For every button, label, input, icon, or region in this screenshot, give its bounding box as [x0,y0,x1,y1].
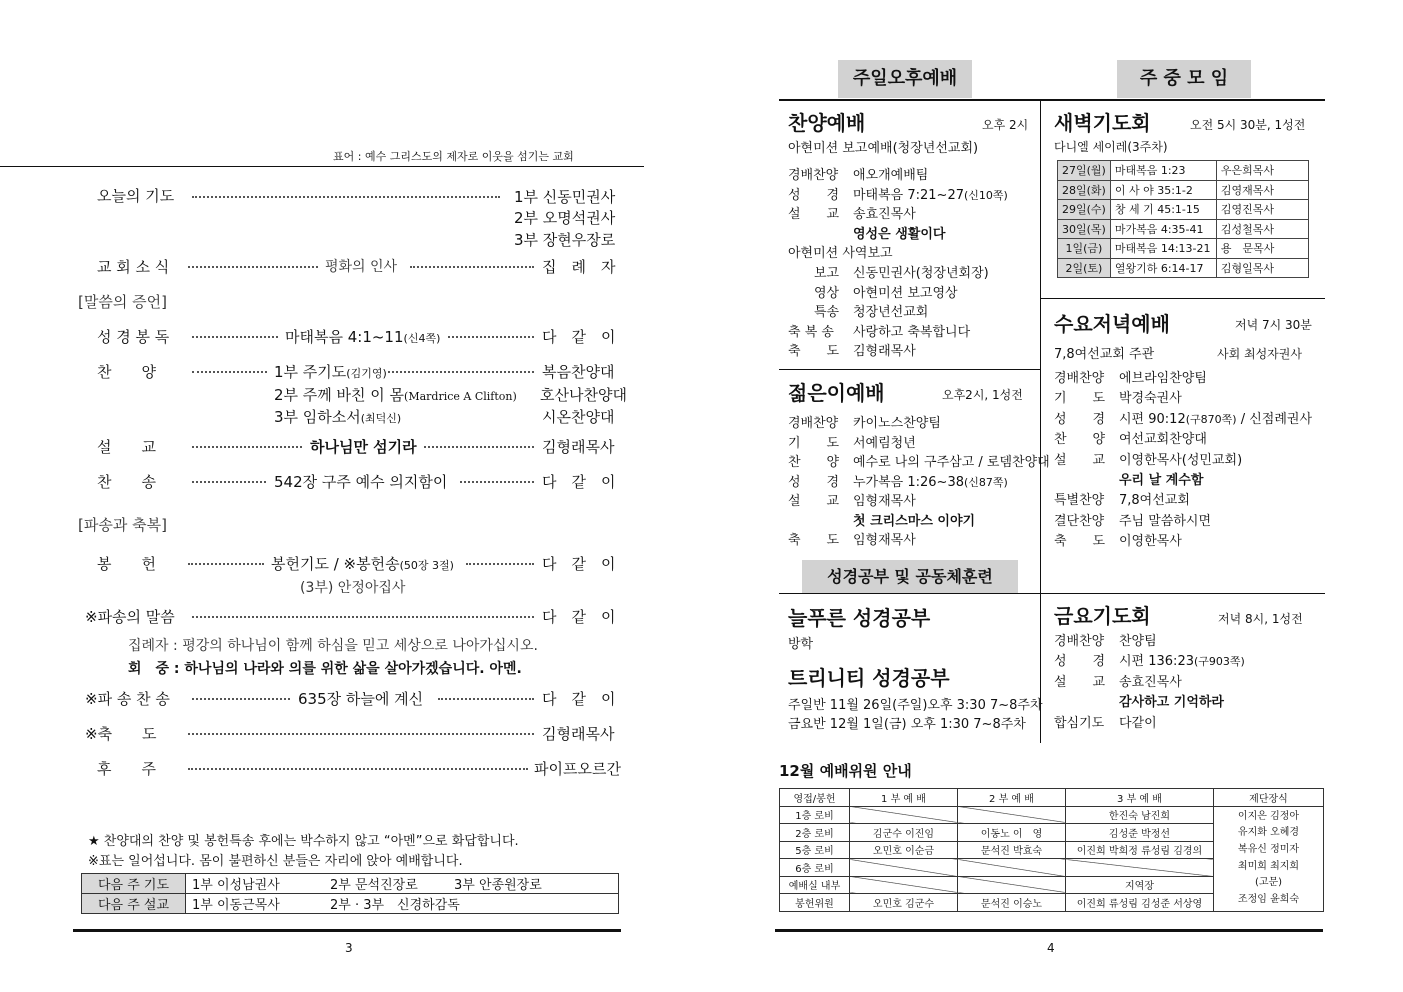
program-value-text: 다같이 [1119,715,1157,731]
altar-name: 복유신 정미자 [1237,843,1300,855]
committee-empty-cell [850,876,958,894]
neulpureun-sub: 방학 [788,637,814,652]
trinity-line-1: 주일반 11월 26일(주일)오후 3:30 7~8주차 [788,698,1043,713]
committee-cell: 김군수 이진임 [850,824,958,842]
table-row [1058,161,1309,181]
col-header: 제단장식 [1214,789,1324,807]
fri-time: 저녁 8시, 1성전 [1218,612,1303,626]
program-value [1119,630,1157,649]
dawn-passage: 열왕기하 6:14-17 [1110,258,1216,278]
dawn-passage: 이 사 야 35:1-2 [1110,180,1216,200]
column-divider [1040,100,1041,743]
program-value-page: (구870쪽) [1185,412,1237,426]
dawn-minister: 우은희목사 [1216,161,1308,181]
program-value-page: (구903쪽) [1193,655,1245,669]
program-value-text: 에브라임찬양팀 [1119,371,1207,386]
program-value [853,340,916,359]
program-label: 설 교 [788,494,840,509]
program-label: 특송 [814,305,840,321]
program-label: 설 교 [788,207,840,223]
sending-word-label: ※파송의 말씀 [85,608,175,626]
committee-cell: 김성준 박정선 [1066,824,1214,842]
program-label: 축 도 [1054,534,1106,550]
altar-name: 최미희 최지희 [1237,860,1300,872]
leader-dots [188,563,264,565]
program-value-text: 청장년선교회 [853,305,929,321]
col-header: 영접/봉헌 [780,789,850,807]
reading-right: 다 같 이 [542,328,616,346]
next-prayer-3: 3부 안종원장로 [454,878,542,893]
trinity-line-2: 금요반 12월 1일(금) 오후 1:30 7~8주차 [788,717,1026,732]
leader-dots [466,563,534,565]
committee-empty-cell [850,806,958,824]
program-value [1119,530,1182,549]
anthem-3-choir: 시온찬양대 [542,408,615,426]
program-label: 성 경 [788,474,840,490]
program-value-text: 신동민권사(청장년회장) [853,266,989,281]
table-row [780,806,1324,824]
anthem-1 [274,361,387,382]
program-label: 성 경 [1054,654,1106,670]
hymn-label: 찬 송 [97,473,156,491]
praise-sub: 아현미션 보고예배(청장년선교회) [788,141,979,156]
table-row [82,874,619,894]
committee-cell: 한진숙 남진희 [1066,806,1214,824]
trinity-title: 트리니티 성경공부 [788,666,950,690]
program-value-text: 이영한목사 [1119,534,1182,550]
leader-dots [448,336,534,338]
program-value-text: 시편 136:23 [1119,654,1194,670]
benediction-right: 김형래목사 [542,725,615,743]
dawn-date: 30일(목) [1058,219,1111,239]
program-value [1119,449,1242,468]
program-label: 설 교 [1054,452,1106,468]
top-rule-right [779,99,1325,101]
dawn-date: 28일(화) [1058,180,1111,200]
committee-place: 예배실 내부 [780,876,850,894]
anthem-1-composer: (김기영) [346,367,387,380]
program-value [853,529,916,548]
program-value [853,490,916,509]
table-row [82,894,619,914]
program-label: 특별찬양 [1054,493,1105,509]
sermon-label: 설 교 [97,438,156,456]
youth-title: 젊은이예배 [788,381,885,405]
program-value [853,451,1050,470]
send-hymn-right: 다 같 이 [542,690,616,708]
youth-time: 오후2시, 1성전 [942,388,1023,402]
program-value [1119,367,1207,386]
table-header-row [780,789,1324,807]
col-header: 2 부 예 배 [958,789,1066,807]
footer-rule-left [73,929,621,932]
program-label: 축 도 [788,344,840,360]
program-label: 보고 [814,266,840,281]
leader-dots [460,481,534,483]
committee-place: 1층 로비 [780,806,850,824]
dawn-date: 29일(수) [1058,200,1111,220]
offering-sub: (3부) 안정아집사 [300,580,406,596]
program-label: 경배찬양 [788,416,839,431]
leader-dots [192,446,302,448]
praise-time: 오후 2시 [982,118,1029,132]
neulpureun-title: 늘푸른 성경공부 [788,606,931,630]
program-value [1119,469,1203,488]
program-value-text: 아현미션 보고영상 [853,285,958,301]
table-row [1058,180,1309,200]
program-value [853,203,916,222]
reading-label: 성 경 봉 독 [97,328,170,346]
offering-prayer: 봉헌기도 / ※봉헌송 [271,555,400,573]
committee-cell: 문석진 박효숙 [958,841,1066,859]
next-prayer-2: 2부 문석진장로 [330,878,418,893]
committee-cell: 지역장 [1066,876,1214,894]
program-label: 경배찬양 [1054,371,1105,386]
note-applause: ★ 찬양대의 찬양 및 봉헌특송 후에는 박수하지 않고 “아멘”으로 화답합니다. [88,834,519,849]
program-value-text: 감사하고 기억하라 [1119,695,1224,711]
rule-wed-fri [1041,593,1325,594]
program-label: 결단찬양 [1054,513,1105,529]
program-label: 성 경 [1054,411,1106,427]
dawn-passage: 마가복음 4:35-41 [1110,219,1216,239]
program-value-text: 영성은 생활이다 [853,226,946,242]
col-header: 3 부 예 배 [1066,789,1214,807]
program-value [1119,387,1182,406]
dawn-schedule-table [1057,160,1309,278]
program-value [853,510,975,529]
program-value-text: 첫 크리스마스 이야기 [853,513,976,529]
program-value [853,282,958,301]
program-value [853,301,928,320]
news-right: 집 례 자 [542,258,616,276]
send-hymn-label: ※파 송 찬 송 [85,690,170,708]
program-label: 찬 양 [788,455,840,470]
sermon-preacher: 김형래목사 [542,438,615,456]
next-prayer-label: 다음 주 기도 [82,874,186,894]
program-label: 경배찬양 [1054,634,1105,649]
hymn-title: 542장 구주 예수 의지함이 [274,473,448,491]
altar-name: 유지화 오혜경 [1237,827,1300,839]
program-value [1119,510,1211,529]
leader-dots [388,371,534,373]
header-weekly: 주 중 모 임 [1117,60,1251,98]
program-value [853,471,1008,490]
dawn-passage: 마태복음 14:13-21 [1110,239,1216,259]
program-value-text: 사랑하고 축복합니다 [853,324,971,340]
committee-cell: 오민호 이순금 [850,841,958,859]
program-value-text: 애오개예배팀 [853,168,929,183]
prayer-3: 3부 장현우장로 [514,231,616,249]
program-value-text: 여선교회찬양대 [1119,432,1207,448]
sermon-title: 하나님만 섬기라 [310,438,417,456]
program-value-text: 김형래목사 [853,344,916,360]
leader-dots [188,768,528,770]
leader-dots [192,698,290,700]
program-value-text: 송효진목사 [1119,674,1182,690]
program-label: 성 경 [788,187,840,203]
wed-time: 저녁 7시 30분 [1235,318,1312,332]
program-value [1119,489,1190,508]
page-number-left: 3 [345,941,353,955]
committee-empty-cell [850,859,958,877]
send-hymn-title: 635장 하늘에 계신 [298,690,424,708]
prayer-2: 2부 오명석권사 [514,209,616,227]
committee-title: 12월 예배위원 안내 [779,762,912,780]
dawn-date: 1일(금) [1058,239,1111,259]
program-value-text: 주님 말씀하시면 [1119,513,1212,529]
note-standing: ※표는 일어섭니다. 몸이 불편하신 분들은 자리에 앉아 예배합니다. [88,854,463,869]
program-label: 영상 [814,285,840,301]
people-line: 회 중 : 하나님의 나라와 의를 위한 삶을 살아가겠습니다. 아멘. [128,661,522,677]
program-value-text: 박경숙권사 [1119,391,1182,407]
dawn-title: 새벽기도회 [1054,111,1151,135]
program-value-text: 7,8여선교회 [1119,493,1190,509]
committee-place: 2층 로비 [780,824,850,842]
altar-decoration-cell [1214,806,1324,911]
committee-empty-cell [1066,859,1214,877]
committee-place: 5층 로비 [780,841,850,859]
dawn-minister: 김형일목사 [1216,258,1308,278]
anthem-label: 찬 양 [97,363,156,381]
sending-word-right: 다 같 이 [542,608,616,626]
next-prayer-cell [186,874,619,894]
program-value [1119,691,1224,710]
section-word: [말씀의 증언] [78,293,167,311]
program-value-extra: / 신점례권사 [1236,411,1312,427]
offering-label: 봉 헌 [97,555,156,573]
reading-text: 마태복음 4:1~11 [285,328,404,346]
rule-study [779,593,1040,594]
motto: 표어 : 예수 그리스도의 제자로 이웃을 섬기는 교회 [333,150,574,163]
committee-empty-cell [958,859,1066,877]
program-label: 찬 양 [1054,432,1106,448]
next-sermon-1: 1부 이동근목사 [192,898,280,913]
altar-name: 이지은 김정아 [1237,810,1300,822]
rule-dawn-wed [1041,298,1325,299]
leader-dots [192,371,267,373]
program-label: 기 도 [788,435,840,451]
program-value-text: 송효진목사 [853,207,916,223]
leader-line: 집례자 : 평강의 하나님이 함께 하심을 믿고 세상으로 나아가십시오. [128,638,538,654]
prayer-label: 오늘의 기도 [97,187,175,205]
fri-title: 금요기도회 [1054,604,1151,628]
committee-cell: 오민호 김군수 [850,894,958,912]
altar-name: (고문) [1254,877,1283,889]
program-value-text: 찬양팀 [1119,634,1157,649]
program-value-text: 우리 날 계수함 [1119,473,1204,488]
praise-title: 찬양예배 [788,111,866,135]
program-value [1119,650,1245,669]
program-value-text: 이영한목사(성민교회) [1119,452,1243,468]
program-value [853,164,928,183]
offering-right: 다 같 이 [542,555,616,573]
program-value [853,432,916,451]
anthem-2-choir: 호산나찬양대 [540,386,627,404]
reading-page: (신4쪽) [403,332,441,345]
leader-dots [192,336,278,338]
leader-dots [192,196,500,198]
dawn-passage: 마태복음 1:23 [1110,161,1216,181]
anthem-2 [274,384,517,405]
program-label: 설 교 [1054,674,1106,690]
anthem-2-composer: (Mardrice A Clifton) [404,390,517,403]
dawn-sub: 다니엘 세이레(3주차) [1054,140,1168,154]
prayer-1: 1부 신동민권사 [514,188,616,206]
program-value-text: 임형재목사 [853,533,916,548]
col-header: 1 부 예 배 [850,789,958,807]
table-row [1058,239,1309,259]
anthem-2-title: 2부 주께 바친 이 몸 [274,386,405,404]
program-value-text: 예수로 나의 구주삼고 / 로뎀찬양대 [853,455,1050,470]
wed-title: 수요저녁예배 [1054,312,1170,336]
program-value [1119,671,1182,690]
committee-cell: 문석진 이승노 [958,894,1066,912]
postlude-right: 파이프오르간 [534,760,621,778]
next-sermon-2: 2부 · 3부 신경하감독 [330,898,460,913]
program-value [853,321,970,340]
next-week-table [81,873,619,914]
table-row [1058,219,1309,239]
committee-place: 6층 로비 [780,859,850,877]
wed-sub: 7,8여선교회 주관 [1054,347,1155,362]
leader-dots [438,698,534,700]
program-value [1119,408,1312,427]
anthem-3 [274,406,401,427]
benediction-label: ※축 도 [85,725,157,743]
program-label: 경배찬양 [788,168,839,183]
next-sermon-label: 다음 주 설교 [82,894,186,914]
committee-cell: 이진희 류성림 김성준 서상영 [1066,894,1214,912]
section-send: [파송과 축복] [78,516,167,534]
program-value-page: (신87쪽) [964,475,1008,489]
rule-praise-youth [779,369,1040,370]
program-value-text: 서예림청년 [853,435,916,451]
dawn-passage: 창 세 기 45:1-15 [1110,200,1216,220]
anthem-1-choir: 복음찬양대 [542,363,615,381]
program-value [853,412,941,431]
anthem-3-title: 3부 임하소서 [274,408,361,426]
program-label: 기 도 [1054,391,1106,407]
next-sermon-cell [186,894,619,914]
leader-dots [424,446,534,448]
altar-name: 조정임 윤희숙 [1237,893,1300,905]
divider-top-left [0,166,644,167]
program-label: 축 도 [788,533,840,548]
program-value-text: 카이노스찬양팀 [853,416,941,431]
postlude-label: 후 주 [97,760,156,778]
header-afternoon: 주일오후예배 [838,60,972,98]
dawn-minister: 용 문목사 [1216,239,1308,259]
program-label: 축 복 송 [788,324,834,340]
program-value [1119,712,1157,731]
program-label: 아현미션 사역보고 [788,246,893,262]
table-row [1058,258,1309,278]
anthem-1-title: 1부 주기도 [274,363,347,381]
program-value [853,262,989,281]
committee-place: 봉헌위원 [780,894,850,912]
dawn-date: 2일(토) [1058,258,1111,278]
table-row [1058,200,1309,220]
offering-hymn-no: (50장 3절) [399,559,454,572]
footer-rule-right [775,929,1323,932]
page-number-right: 4 [1047,941,1055,955]
program-value-text: 임형재목사 [853,494,916,509]
program-value [1119,428,1207,447]
program-label: 합심기도 [1054,715,1105,731]
program-value [853,223,945,242]
anthem-3-composer: (최덕신) [360,412,402,425]
program-value-page: (신10쪽) [964,188,1008,202]
study-header: 성경공부 및 공동체훈련 [802,560,1018,593]
hymn-right: 다 같 이 [542,473,616,491]
committee-table [779,788,1324,912]
leader-dots [410,266,534,268]
news-label: 교 회 소 식 [97,258,170,276]
leader-dots [188,266,318,268]
committee-cell: 이진희 박희정 류성림 김경의 [1066,841,1214,859]
program-value-text: 마태복음 7:21~27 [853,187,964,203]
dawn-minister: 김영진목사 [1216,200,1308,220]
leader-dots [192,481,266,483]
dawn-time: 오전 5시 30분, 1성전 [1190,118,1306,132]
leader-dots [188,733,534,735]
program-value-text: 누가복음 1:26~38 [853,474,964,490]
wed-moderator: 사회 최성자권사 [1217,347,1302,361]
dawn-minister: 김성철목사 [1216,219,1308,239]
dawn-date: 27일(월) [1058,161,1111,181]
offering-mid [271,553,454,574]
committee-cell: 이동노 이 영 [958,824,1066,842]
committee-empty-cell [958,876,1066,894]
dawn-minister: 김영재목사 [1216,180,1308,200]
next-prayer-1: 1부 이성남권사 [192,878,280,893]
leader-dots [192,616,534,618]
committee-empty-cell [958,806,1066,824]
program-value [853,184,1008,203]
reading-passage [285,326,440,347]
news-mid: 평화의 인사 [325,259,398,275]
program-value-text: 시편 90:12 [1119,411,1186,427]
